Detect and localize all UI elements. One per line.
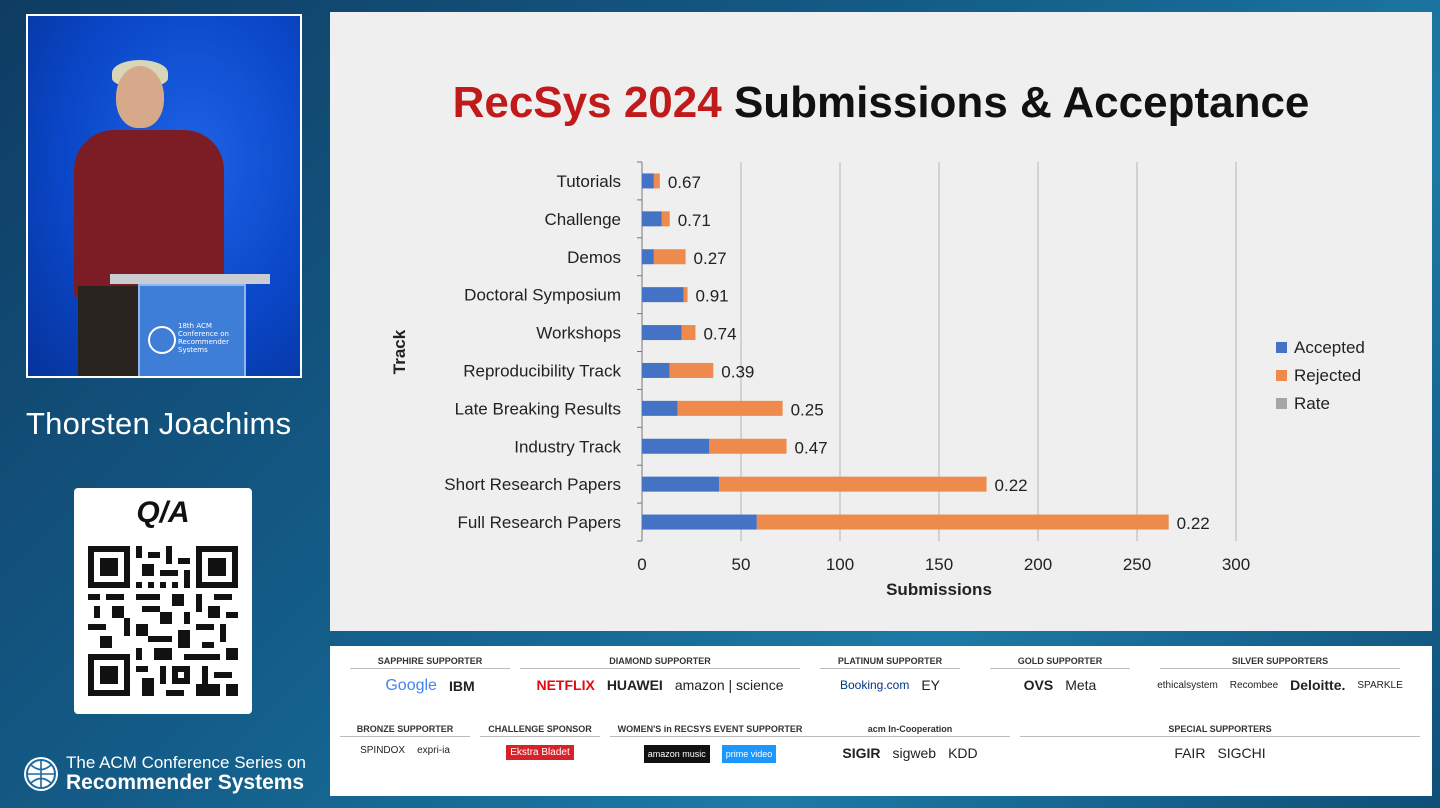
- y-category-label: Late Breaking Results: [454, 399, 621, 419]
- bar-rejected: [682, 325, 696, 340]
- sponsor-logo: amazon | science: [674, 677, 784, 693]
- sponsor-logo: Ekstra Bladet: [506, 745, 573, 760]
- rate-data-label: 0.27: [693, 248, 727, 268]
- bar-accepted: [642, 211, 662, 226]
- sponsor-logo-row: [810, 745, 1010, 761]
- sponsor-group-heading: SAPPHIRE SUPPORTER: [350, 656, 510, 669]
- legend-label: Rate: [1294, 394, 1330, 413]
- sponsor-group: [340, 724, 470, 756]
- sponsor-logo-row: [1157, 677, 1403, 693]
- podium-logo-icon: [148, 326, 176, 354]
- sponsor-logo: Google: [385, 677, 437, 694]
- bar-accepted: [642, 287, 684, 302]
- sponsor-logo: SPARKLE: [1357, 679, 1403, 691]
- legend-label: Rejected: [1294, 366, 1362, 385]
- sponsor-logo: SIGIR: [842, 745, 881, 761]
- sponsor-logo: Recombee: [1229, 679, 1279, 691]
- legend-swatch: [1276, 398, 1287, 409]
- x-tick-label: 200: [1023, 555, 1053, 574]
- sponsor-logo-row: [1020, 745, 1420, 761]
- rate-data-label: 0.67: [667, 172, 701, 192]
- rate-data-label: 0.71: [677, 210, 711, 230]
- x-tick-label: 100: [825, 555, 855, 574]
- x-axis-title: Submissions: [886, 580, 992, 599]
- slide-title-rest: Submissions & Acceptance: [721, 78, 1310, 127]
- bar-accepted: [642, 439, 709, 454]
- x-tick-label: 0: [637, 555, 647, 574]
- rate-data-label: 0.39: [721, 362, 755, 382]
- x-tick-label: 250: [1122, 555, 1152, 574]
- sponsor-group: [520, 656, 800, 693]
- y-category-label: Short Research Papers: [444, 475, 621, 495]
- rate-data-label: 0.91: [695, 286, 729, 306]
- y-category-label: Tutorials: [556, 171, 621, 191]
- sponsor-logo: amazon music: [644, 745, 710, 763]
- bar-rejected: [662, 211, 670, 226]
- stacked-bar-chart: [330, 12, 1432, 631]
- sponsor-logo-row: [820, 677, 960, 693]
- sponsor-logo: KDD: [948, 745, 978, 761]
- rate-data-label: 0.22: [994, 476, 1028, 496]
- bar-rejected: [757, 515, 1169, 530]
- bar-accepted: [642, 515, 757, 530]
- bar-accepted: [642, 173, 654, 188]
- rate-data-label: 0.74: [703, 324, 737, 344]
- sponsor-group-heading: DIAMOND SUPPORTER: [520, 656, 800, 669]
- y-category-label: Challenge: [544, 209, 621, 229]
- sponsor-group: [990, 656, 1130, 693]
- sponsor-group-heading: SILVER SUPPORTERS: [1160, 656, 1400, 669]
- sponsor-logo-row: [350, 677, 510, 695]
- acm-globe-icon: [22, 755, 60, 793]
- bar-rejected: [654, 249, 686, 264]
- sponsor-group: [480, 724, 600, 760]
- sponsor-group-heading: acm In-Cooperation: [810, 724, 1010, 737]
- y-category-label: Reproducibility Track: [463, 361, 621, 381]
- bar-rejected: [678, 401, 783, 416]
- sponsor-group: [610, 724, 810, 763]
- y-category-label: Industry Track: [514, 437, 621, 457]
- rate-data-label: 0.47: [794, 438, 828, 458]
- x-tick-label: 50: [731, 555, 751, 574]
- sponsor-logo: OVS: [1023, 677, 1054, 693]
- bar-accepted: [642, 325, 682, 340]
- sponsor-group: [1020, 724, 1420, 761]
- sponsor-logo: prime video: [722, 745, 777, 763]
- sponsor-logo-row: [480, 745, 600, 760]
- sponsor-logo: SPINDOX: [360, 745, 406, 756]
- x-tick-label: 150: [924, 555, 954, 574]
- sponsor-group-heading: PLATINUM SUPPORTER: [820, 656, 960, 669]
- qa-title: Q/A: [136, 496, 190, 529]
- y-category-label: Workshops: [536, 323, 621, 343]
- y-category-label: Full Research Papers: [457, 513, 621, 533]
- bar-rejected: [670, 363, 714, 378]
- podium-top: [110, 274, 270, 284]
- sponsor-group-heading: SPECIAL SUPPORTERS: [1020, 724, 1420, 737]
- bar-accepted: [642, 249, 654, 264]
- y-category-label: Demos: [567, 247, 621, 267]
- x-tick-label: 300: [1221, 555, 1251, 574]
- sponsor-logo: IBM: [448, 678, 475, 694]
- y-axis-title: Track: [390, 329, 409, 375]
- sponsor-logo-row: [340, 745, 470, 756]
- speaker-video: [26, 14, 302, 378]
- sponsor-logo-row: [990, 677, 1130, 693]
- bar-accepted: [642, 477, 719, 492]
- y-category-label: Doctoral Symposium: [464, 285, 621, 305]
- sponsor-logo: EY: [921, 677, 941, 693]
- sponsor-group-heading: GOLD SUPPORTER: [990, 656, 1130, 669]
- sponsor-logo: sigweb: [892, 745, 937, 761]
- sponsor-logo: SIGCHI: [1217, 745, 1266, 761]
- podium-text: 18th ACM Conference on Recommender Systems: [178, 322, 229, 354]
- sponsor-logo: NETFLIX: [536, 677, 595, 693]
- sponsor-logo: Meta: [1065, 677, 1097, 693]
- sponsor-group-heading: WOMEN'S in RECSYS EVENT SUPPORTER: [610, 724, 810, 737]
- sponsor-logo: expri-ia: [417, 745, 450, 756]
- legend-swatch: [1276, 370, 1287, 381]
- sponsor-logo: ethicalsystem: [1157, 679, 1218, 691]
- sponsor-logo: HUAWEI: [606, 677, 663, 693]
- speaker-head: [116, 66, 164, 128]
- qr-code-icon[interactable]: [88, 546, 238, 696]
- bar-rejected: [684, 287, 688, 302]
- speaker-name: Thorsten Joachims: [26, 406, 292, 441]
- sponsor-logo-row: [520, 677, 800, 693]
- sponsor-group: [350, 656, 510, 695]
- sponsor-group: [820, 656, 960, 693]
- sponsor-group-heading: CHALLENGE SPONSOR: [480, 724, 600, 737]
- legend-swatch: [1276, 342, 1287, 353]
- legend-label: Accepted: [1294, 338, 1365, 357]
- slide-title-accent: RecSys 2024: [452, 78, 722, 127]
- presentation-slide: [330, 12, 1432, 631]
- bar-accepted: [642, 363, 670, 378]
- sponsor-logo-row: [610, 745, 810, 763]
- bar-rejected: [709, 439, 786, 454]
- sponsor-group: [810, 724, 1010, 761]
- sponsor-logo: FAIR: [1174, 745, 1206, 761]
- footer-series-text: The ACM Conference Series on: [66, 753, 307, 772]
- footer-recsys-text: Recommender Systems: [66, 771, 305, 794]
- bar-rejected: [654, 173, 660, 188]
- rate-data-label: 0.25: [790, 400, 824, 420]
- qa-card: [74, 488, 252, 714]
- bar-accepted: [642, 401, 678, 416]
- sponsor-group-heading: BRONZE SUPPORTER: [340, 724, 470, 737]
- sponsor-logo: Deloitte.: [1290, 677, 1346, 693]
- rate-data-label: 0.22: [1176, 514, 1210, 534]
- sponsor-banner: [330, 646, 1432, 796]
- sponsor-group: [1157, 656, 1403, 693]
- sponsor-logo: Booking.com: [839, 678, 910, 692]
- bar-rejected: [719, 477, 986, 492]
